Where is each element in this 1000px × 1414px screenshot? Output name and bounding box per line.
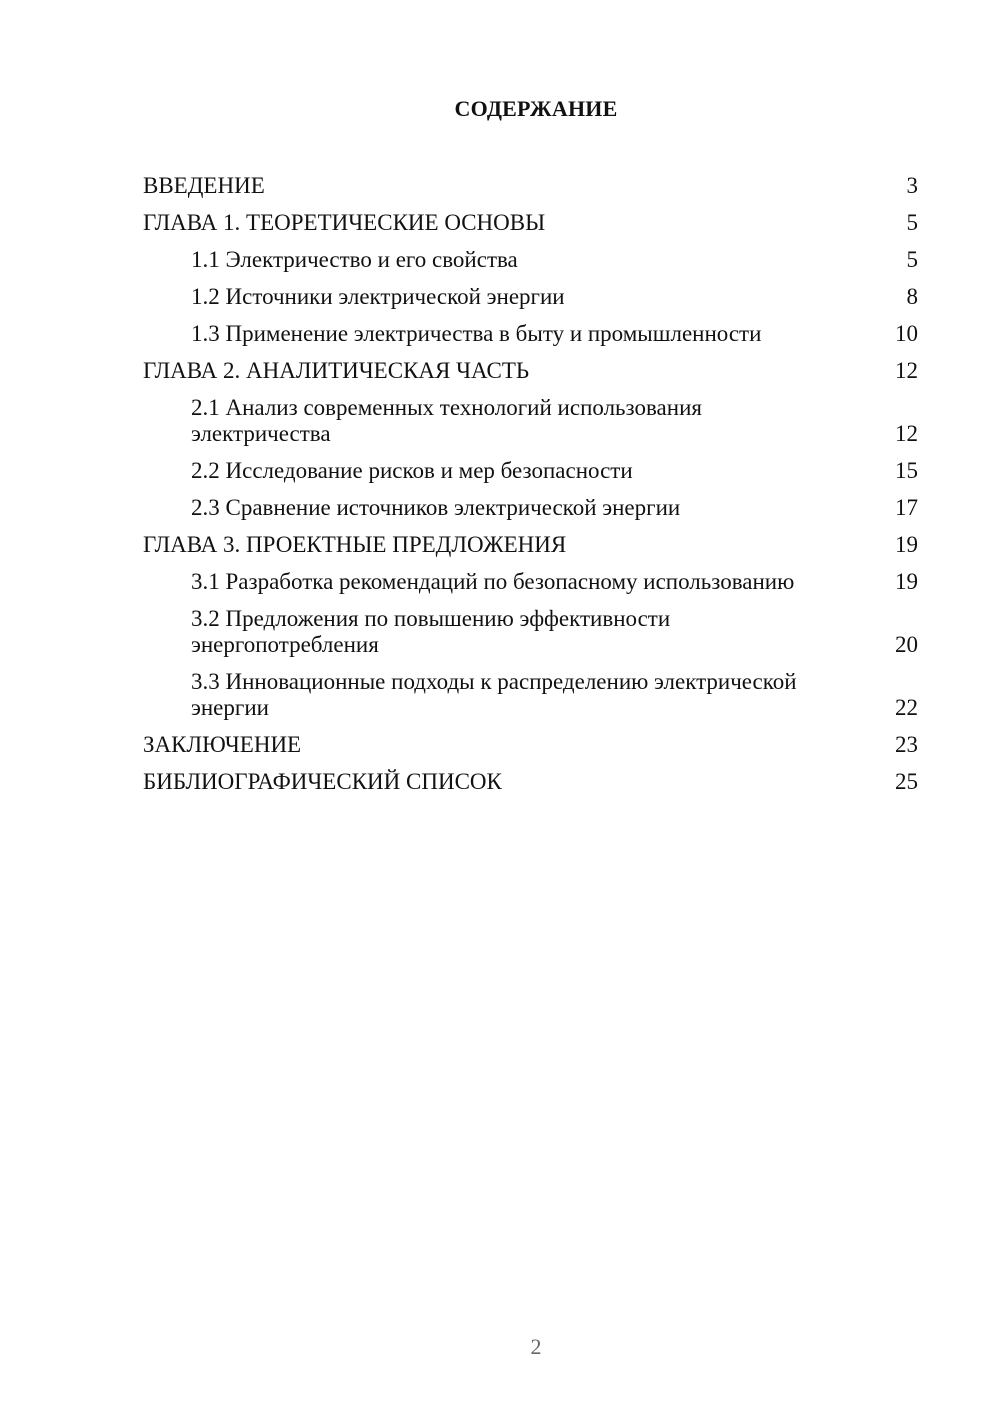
toc-entry-text: ГЛАВА 3. ПРОЕКТНЫЕ ПРЕДЛОЖЕНИЯ	[143, 532, 567, 557]
toc-entry-text: 2.3 Сравнение источников электрической энергии	[191, 495, 681, 520]
toc-entry-section-3-1	[143, 564, 918, 601]
toc-entry-section-2-3	[143, 490, 918, 527]
toc-entry-page: 10	[895, 321, 918, 346]
toc-entry-page: 20	[895, 632, 918, 657]
toc-entry-text: 2.1 Анализ современных технологий использования электричества	[191, 395, 702, 446]
toc-entry-text: 1.1 Электричество и его свойства	[191, 247, 518, 272]
toc-entry-page: 3	[906, 173, 918, 198]
toc-entry-text: ГЛАВА 1. ТЕОРЕТИЧЕСКИЕ ОСНОВЫ	[143, 210, 546, 235]
page-title: СОДЕРЖАНИЕ	[454, 96, 618, 121]
toc-entry-page: 5	[906, 247, 918, 272]
toc-entry-text: ЗАКЛЮЧЕНИЕ	[143, 732, 302, 757]
toc-entry-conclusion	[143, 727, 918, 764]
toc-entry-text: 1.2 Источники электрической энергии	[191, 284, 565, 309]
toc-entry-page: 25	[895, 769, 918, 794]
toc-entry-chapter-1	[143, 205, 918, 242]
toc-entry-page: 19	[895, 569, 918, 594]
toc-entry-text: 3.1 Разработка рекомендаций по безопасному использованию	[191, 569, 795, 594]
toc-entry-text: ГЛАВА 2. АНАЛИТИЧЕСКАЯ ЧАСТЬ	[143, 358, 530, 383]
toc-entry-text: 3.3 Инновационные подходы к распределению электрической энергии	[191, 669, 797, 720]
toc-entry-page: 5	[906, 210, 918, 235]
toc-entry-page: 12	[895, 421, 918, 446]
toc-entry-bibliography	[143, 764, 918, 801]
toc-entry-section-1-3	[143, 316, 918, 353]
toc-entry-page: 12	[895, 358, 918, 383]
toc-entry-page: 22	[895, 695, 918, 720]
toc-entry-section-3-2	[143, 601, 918, 664]
toc-entry-text: 1.3 Применение электричества в быту и промышленности	[191, 321, 762, 346]
toc-entry-section-1-2	[143, 279, 918, 316]
toc-entry-section-3-3	[143, 664, 918, 727]
toc-entry-page: 17	[895, 495, 918, 520]
toc-entry-page: 19	[895, 532, 918, 557]
toc-entry-page: 23	[895, 732, 918, 757]
toc-entry-section-2-1	[143, 390, 918, 453]
toc-entry-text: ВВЕДЕНИЕ	[143, 173, 265, 198]
table-of-contents	[143, 168, 918, 801]
toc-entry-section-1-1	[143, 242, 918, 279]
toc-entry-page: 8	[906, 284, 918, 309]
page-number: 2	[530, 1334, 542, 1359]
toc-entry-text: БИБЛИОГРАФИЧЕСКИЙ СПИСОК	[143, 769, 502, 794]
toc-entry-text: 2.2 Исследование рисков и мер безопасности	[191, 458, 633, 483]
toc-entry-page: 15	[895, 458, 918, 483]
toc-entry-text: 3.2 Предложения по повышению эффективности энергопотребления	[191, 606, 671, 657]
toc-entry-chapter-3	[143, 527, 918, 564]
toc-entry-introduction	[143, 168, 918, 205]
toc-entry-section-2-2	[143, 453, 918, 490]
toc-entry-chapter-2	[143, 353, 918, 390]
